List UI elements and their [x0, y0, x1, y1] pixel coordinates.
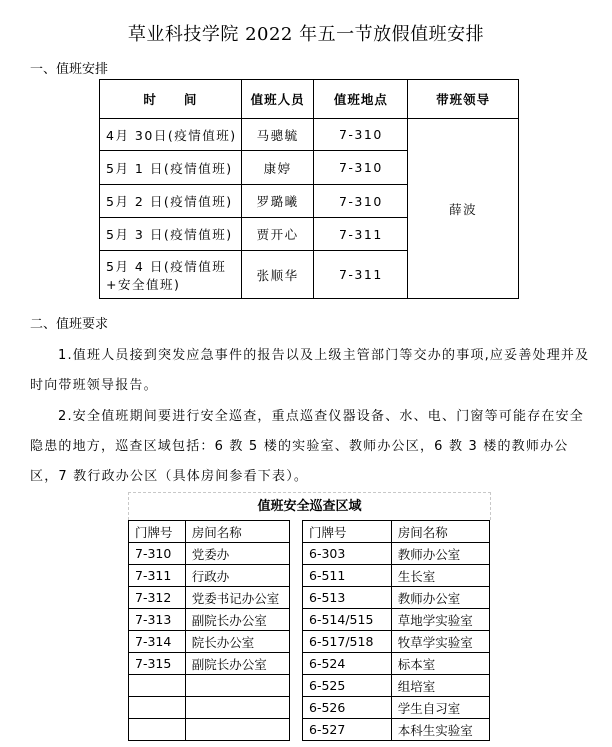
header-room-name: 房间名称	[391, 521, 489, 543]
room-number-cell: 6-514/515	[303, 609, 392, 631]
room-name-cell: 党委书记办公室	[185, 587, 289, 609]
patrol-row	[129, 543, 290, 565]
room-number-cell	[129, 697, 186, 719]
person-cell: 张顺华	[241, 251, 314, 299]
patrol-row	[129, 697, 290, 719]
room-number-cell: 7-313	[129, 609, 186, 631]
patrol-row	[129, 653, 290, 675]
time-cell: 5月 4 日(疫情值班+安全值班)	[100, 251, 242, 299]
room-number-cell: 7-310	[129, 543, 186, 565]
room-name-cell: 生长室	[391, 565, 489, 587]
time-cell: 5月 1 日(疫情值班)	[100, 151, 242, 185]
room-name-cell	[185, 719, 289, 741]
room-number-cell: 6-511	[303, 565, 392, 587]
header-room-number: 门牌号	[303, 521, 392, 543]
room-name-cell	[185, 675, 289, 697]
room-number-cell: 7-312	[129, 587, 186, 609]
schedule-row	[100, 119, 519, 151]
person-cell: 康婷	[241, 151, 314, 185]
header-room-number: 门牌号	[129, 521, 186, 543]
patrol-row	[303, 675, 490, 697]
room-number-cell: 6-526	[303, 697, 392, 719]
section-heading-schedule: 一、值班安排	[30, 62, 109, 77]
room-name-cell: 牧草学实验室	[391, 631, 489, 653]
room-number-cell: 7-314	[129, 631, 186, 653]
patrol-row	[303, 697, 490, 719]
room-name-cell: 学生自习室	[391, 697, 489, 719]
time-cell: 4月 30日(疫情值班)	[100, 119, 242, 151]
place-cell: 7-310	[314, 151, 408, 185]
requirement-paragraph-1: 1.值班人员接到突发应急事件的报告以及上级主管部门等交办的事项,应妥善处理并及时向带班领导报告。	[30, 348, 590, 393]
room-number-cell	[129, 719, 186, 741]
time-cell: 5月 2 日(疫情值班)	[100, 185, 242, 218]
room-number-cell: 6-525	[303, 675, 392, 697]
person-cell: 贾开心	[241, 218, 314, 251]
room-name-cell: 副院长办公室	[185, 653, 289, 675]
requirement-paragraph-2: 2.安全值班期间要进行安全巡查，重点巡查仪器设备、水、电、门窗等可能存在安全隐患的地方，巡查区域包括：6 教 5 楼的实验室、教师办公区，6 教 3 楼的教师办公区，7 教行政办公区（具体房间参看下表）。	[30, 409, 585, 484]
header-time: 时 间	[100, 80, 242, 119]
room-name-cell: 党委办	[185, 543, 289, 565]
patrol-row	[303, 587, 490, 609]
patrol-table-left	[128, 520, 290, 741]
patrol-row	[129, 587, 290, 609]
room-number-cell: 7-315	[129, 653, 186, 675]
person-cell: 罗璐曦	[241, 185, 314, 218]
patrol-row	[129, 631, 290, 653]
room-name-cell: 教师办公室	[391, 543, 489, 565]
room-name-cell	[185, 697, 289, 719]
time-cell: 5月 3 日(疫情值班)	[100, 218, 242, 251]
room-number-cell: 6-524	[303, 653, 392, 675]
place-cell: 7-311	[314, 251, 408, 299]
duty-schedule-table	[99, 79, 519, 299]
patrol-row	[129, 565, 290, 587]
room-name-cell: 行政办	[185, 565, 289, 587]
header-person: 值班人员	[241, 80, 314, 119]
room-number-cell: 6-303	[303, 543, 392, 565]
leader-cell: 薛波	[408, 119, 519, 299]
room-number-cell: 7-311	[129, 565, 186, 587]
patrol-row	[303, 719, 490, 741]
patrol-row	[129, 719, 290, 741]
room-number-cell: 6-517/518	[303, 631, 392, 653]
header-room-name: 房间名称	[185, 521, 289, 543]
room-number-cell	[129, 675, 186, 697]
patrol-table-right	[302, 520, 490, 741]
patrol-row	[303, 631, 490, 653]
room-name-cell: 标本室	[391, 653, 489, 675]
patrol-header-row	[129, 521, 290, 543]
room-name-cell: 教师办公室	[391, 587, 489, 609]
person-cell: 马骢毓	[241, 119, 314, 151]
room-name-cell: 组培室	[391, 675, 489, 697]
place-cell: 7-311	[314, 218, 408, 251]
patrol-row	[303, 565, 490, 587]
patrol-row	[129, 675, 290, 697]
patrol-row	[303, 543, 490, 565]
patrol-row	[303, 653, 490, 675]
room-number-cell: 6-527	[303, 719, 392, 741]
patrol-row	[303, 609, 490, 631]
patrol-row	[129, 609, 290, 631]
header-leader: 带班领导	[408, 80, 519, 119]
document-title: 草业科技学院 2022 年五一节放假值班安排	[127, 24, 485, 45]
room-name-cell: 草地学实验室	[391, 609, 489, 631]
room-name-cell: 院长办公室	[185, 631, 289, 653]
section-heading-requirements: 二、值班要求	[30, 317, 109, 332]
patrol-header-row	[303, 521, 490, 543]
room-name-cell: 副院长办公室	[185, 609, 289, 631]
place-cell: 7-310	[314, 119, 408, 151]
place-cell: 7-310	[314, 185, 408, 218]
room-number-cell: 6-513	[303, 587, 392, 609]
header-place: 值班地点	[314, 80, 408, 119]
patrol-table-caption: 值班安全巡查区域	[128, 492, 491, 520]
room-name-cell: 本科生实验室	[391, 719, 489, 741]
